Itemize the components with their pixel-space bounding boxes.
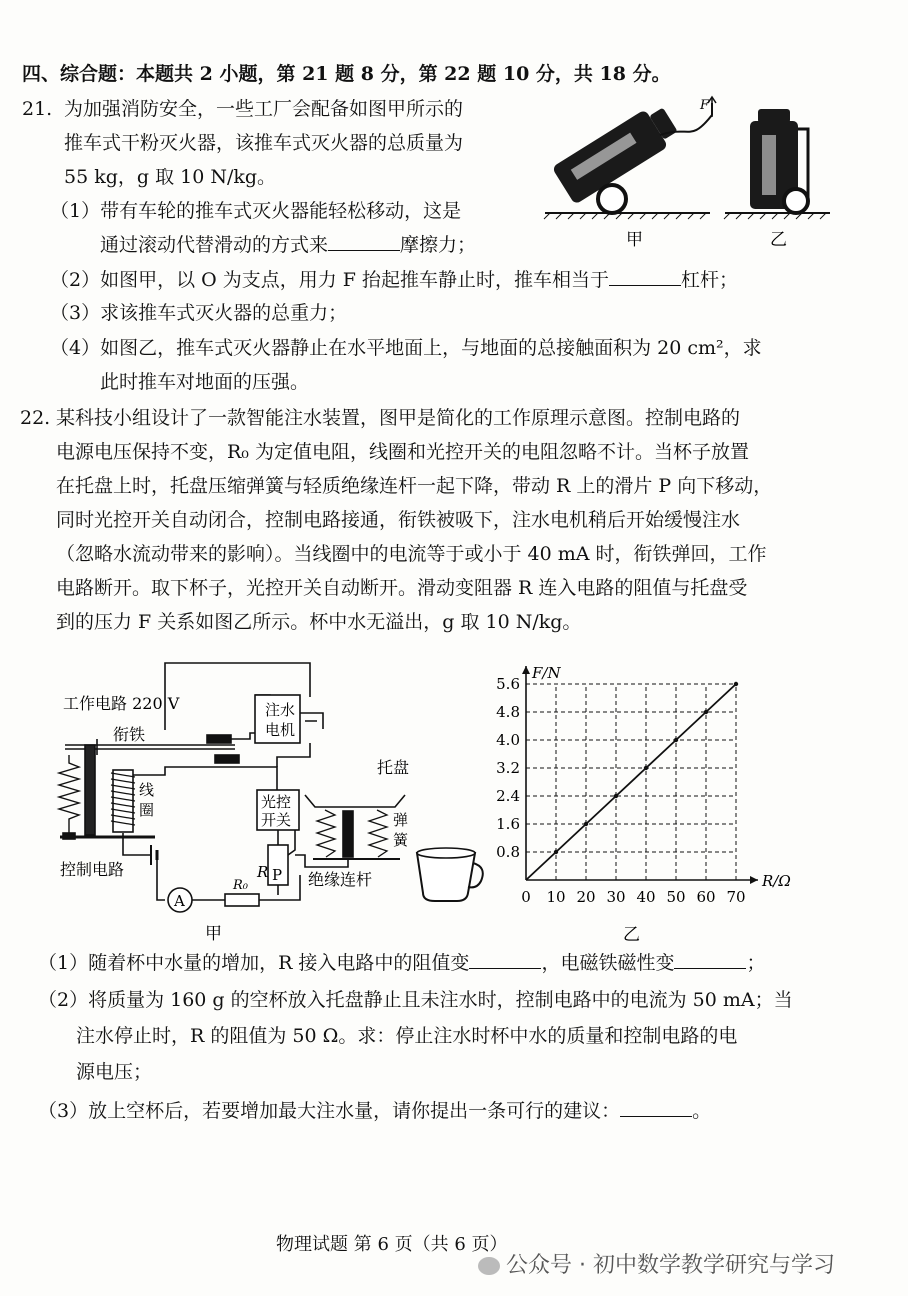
wechat-icon <box>478 1257 500 1275</box>
slider-label: P <box>272 866 283 884</box>
answer-blank[interactable] <box>620 1098 692 1117</box>
motor-label-2: 电机 <box>265 721 296 739</box>
q21-stem-line-2: 推车式干粉灭火器，该推车式灭火器的总质量为 <box>64 132 464 154</box>
control-circuit-label: 控制电路 <box>60 860 125 879</box>
wheel-icon <box>784 189 808 213</box>
y-tick-label: 4.8 <box>496 703 520 721</box>
figure-caption-jia: 甲 <box>205 924 222 944</box>
x-tick-label: 10 <box>546 888 566 906</box>
y-tick-label: 4.0 <box>496 731 520 749</box>
armature-label: 衔铁 <box>113 725 146 744</box>
q22-stem-line-6: 电路断开。取下杯子，光控开关自动断开。滑动变阻器 R 连入电路的阻值与托盘受 <box>56 577 748 599</box>
x-tick-label: 20 <box>576 888 596 906</box>
page-footer: 物理试题 第 6 页（共 6 页） <box>276 1234 508 1255</box>
figure-caption-yi: 乙 <box>623 925 640 945</box>
q22-stem-line-3: 在托盘上时，托盘压缩弹簧与轻质绝缘连杆一起下降，带动 R 上的滑片 P 向下移动， <box>56 475 773 497</box>
x-tick-label: 70 <box>726 888 746 906</box>
q21-stem-line-1: 为加强消防安全，一些工厂会配备如图甲所示的 <box>64 98 464 120</box>
data-point <box>704 710 708 714</box>
data-point <box>674 738 678 742</box>
x-tick-label: 40 <box>636 888 656 906</box>
q22-stem-line-2: 电源电压保持不变，R₀ 为定值电阻，线圈和光控开关的电阻忽略不计。当杯子放置 <box>56 441 749 463</box>
figure-caption-yi: 乙 <box>770 230 787 250</box>
q21-number: 21. <box>22 98 53 120</box>
data-point <box>584 822 588 826</box>
photo-switch-label-1: 光控 <box>261 793 292 811</box>
x-tick-label: 60 <box>696 888 716 906</box>
section-header: 四、综合题：本题共 2 小题，第 21 题 8 分，第 22 题 10 分，共 18 分。 <box>22 63 671 85</box>
q22-part-2-line-2: 注水停止时，R 的阻值为 50 Ω。求：停止注水时杯中水的质量和控制电路的电 <box>76 1025 738 1047</box>
q22-part-2-line-3: 源电压； <box>76 1061 153 1083</box>
x-axis-arrow <box>750 876 758 884</box>
q22-stem-line-7: 到的压力 F 关系如图乙所示。杯中水无溢出，g 取 10 N/kg。 <box>56 611 582 633</box>
q22-stem-line-4: 同时光控开关自动闭合，控制电路接通，衔铁被吸下，注水电机稍后开始缓慢注水 <box>56 509 741 531</box>
q21-part-4b: 此时推车对地面的压强。 <box>100 371 310 393</box>
work-circuit-label: 工作电路 220 V <box>63 694 180 713</box>
data-point <box>734 682 738 686</box>
r0-label: R₀ <box>233 878 248 893</box>
coil-label-2: 圈 <box>139 801 155 819</box>
tray-label: 托盘 <box>377 758 410 777</box>
circuit-diagram <box>55 655 485 945</box>
q21-figure <box>540 95 840 255</box>
answer-blank[interactable] <box>469 950 541 969</box>
x-axis-label: R/Ω <box>762 872 791 890</box>
q22-part-1: （1）随着杯中水量的增加，R 接入电路中的阻值变 ，电磁铁磁性变 ； <box>38 952 766 974</box>
q22-stem-line-5: （忽略水流动带来的影响）。当线圈中的电流等于或小于 40 mA 时，衔铁弹回，工作 <box>56 543 767 565</box>
answer-blank[interactable] <box>328 232 400 251</box>
data-point <box>644 766 648 770</box>
data-point <box>554 850 558 854</box>
y-axis-arrow <box>522 666 530 674</box>
wheel-icon <box>598 185 626 213</box>
answer-blank[interactable] <box>609 267 681 286</box>
motor-label-1: 注水 <box>265 701 296 719</box>
coil-label-1: 线 <box>139 781 155 799</box>
q21-part-2: （2）如图甲，以 O 为支点，用力 F 抬起推车静止时，推车相当于 杠杆； <box>50 269 739 291</box>
q21-part-1a: （1）带有车轮的推车式灭火器能轻松移动，这是 <box>50 200 462 222</box>
photo-switch-label-2: 开关 <box>261 811 292 829</box>
force-label: F <box>700 98 710 113</box>
rod-label: 绝缘连杆 <box>308 870 373 889</box>
ammeter-label: A <box>174 892 185 910</box>
spring-label-1: 弹 <box>393 811 409 829</box>
q22-part-3: （3）放上空杯后，若要增加最大注水量，请你提出一条可行的建议： 。 <box>38 1100 712 1122</box>
force-resistance-chart <box>490 660 810 945</box>
watermark: 公众号 · 初中数学教学研究与学习 <box>478 1248 835 1279</box>
y-tick-label: 5.6 <box>496 675 520 693</box>
answer-blank[interactable] <box>674 950 746 969</box>
q21-stem-line-3: 55 kg，g 取 10 N/kg。 <box>64 166 277 188</box>
data-point <box>614 794 618 798</box>
x-tick-label: 50 <box>666 888 686 906</box>
q21-part-3: （3）求该推车式灭火器的总重力； <box>50 302 348 324</box>
y-tick-label: 1.6 <box>496 815 520 833</box>
x-tick-label: 0 <box>521 888 531 906</box>
x-tick-label: 30 <box>606 888 626 906</box>
q22-stem-line-1: 某科技小组设计了一款智能注水装置，图甲是简化的工作原理示意图。控制电路的 <box>56 407 741 429</box>
q22-number: 22. <box>20 407 51 429</box>
y-tick-label: 3.2 <box>496 759 520 777</box>
q21-part-4a: （4）如图乙，推车式灭火器静止在水平地面上，与地面的总接触面积为 20 cm²，求 <box>50 337 762 359</box>
y-tick-label: 0.8 <box>496 843 520 861</box>
y-axis-label: F/N <box>532 664 561 682</box>
q21-part-1b: 通过滚动代替滑动的方式来 摩擦力； <box>100 234 477 256</box>
figure-caption-jia: 甲 <box>626 230 643 250</box>
q22-part-2-line-1: （2）将质量为 160 g 的空杯放入托盘静止且未注水时，控制电路中的电流为 50 mA；当 <box>38 989 793 1011</box>
y-tick-label: 2.4 <box>496 787 520 805</box>
rheostat-label: R <box>257 863 269 881</box>
spring-label-2: 簧 <box>393 831 409 849</box>
